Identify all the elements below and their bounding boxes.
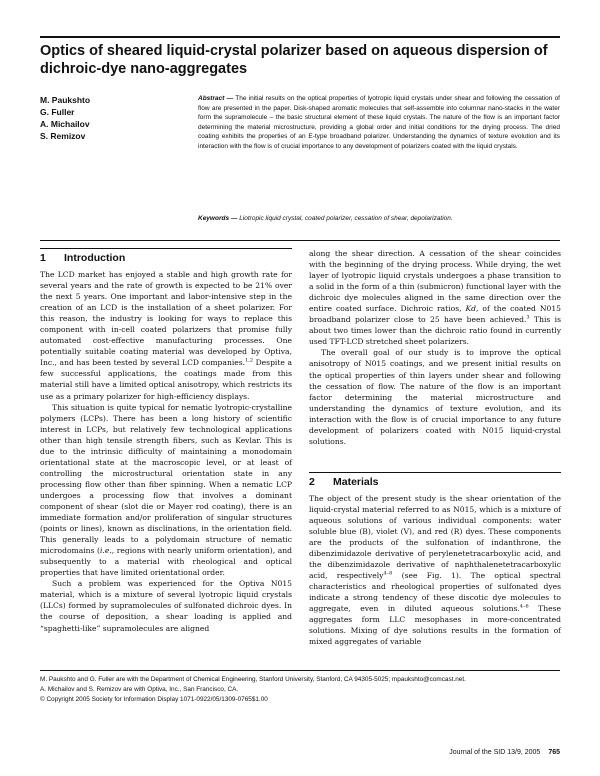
author: S. Remizov [40, 131, 86, 141]
page-number: 765 [548, 749, 560, 756]
section-1-heading [40, 248, 292, 265]
header-rule [40, 240, 560, 241]
footnotes [40, 675, 560, 706]
author: M. Paukshto [40, 95, 91, 105]
paragraph [309, 248, 561, 347]
text-run: along the shear direction. A cessation of the shear coincides with the beginning of the drying process. While drying, the wet layer of lyotropic liquid crystals undergoes a phase transition to a solid in the form of a thin (submicron) functional layer with the dichroic dye molecules aligned in the same direction over the entire coated surface. Dichroic ratios, [309, 249, 561, 314]
text-run: (see Fig. 1). The optical spectral characteristics and rheological properties of sulfonated dyes indicate a strong tendency of these discotic dye molecules to aggregate, even in diluted aqueous solutions. [309, 571, 561, 614]
author: G. Fuller [40, 107, 75, 117]
running-footer [330, 748, 560, 758]
text-run: Kd [465, 304, 477, 314]
paragraph [40, 402, 292, 579]
abstract-label: Abstract — [198, 95, 234, 102]
citation: 4–6 [519, 603, 529, 610]
text-run: This situation is quite typical for nematic lyotropic-crystalline polymers (LCPs). There has been a long history of scientific interest in LCPs, but relatively few technological applications other than high tensile strength fibers, such as Kevlar. This is due to the intrinsic difficulty of maintaining a monodomain orientational state at the macroscopic level, or at least of controlling the microstructural orientation state in any processing flow other than fiber spinning. When a nematic LCP undergoes a processing flow that involves a dominant component of shear (slot die or Mayer rod coating), there is an immediate formation and/or proliferation of singular structures (points or lines), known as disclinations, in the orientation field. This generally leads to a polydomain structure of nematic microdomains ( [40, 402, 292, 556]
text-run: These aggregates form LLC mesophases in more-concentrated solutions. Mixing of dye solutions results in the formation of mixed aggregates of variable [309, 604, 561, 647]
text-run: , of the coated N015 broadband polarizer close to 25 have been achieved. [309, 304, 561, 325]
section-2-heading [309, 472, 561, 489]
footnote-affiliation: A. Michailov and S. Remizov are with Optiva, Inc., San Francisco, CA. [40, 686, 239, 694]
author-list [40, 94, 190, 142]
top-rule [40, 36, 560, 38]
section-title: Materials [333, 475, 379, 488]
left-column [40, 248, 292, 634]
text-run: Despite a few successful applications, the coatings made from this material still have a limited optical anisotropy, which restricts its use as a primary polarizer for high-efficiency displays. [40, 358, 293, 401]
citation: 3 [526, 314, 530, 321]
text-run: This is about two times lower than the dichroic ratio found in currently used TFT-LCD stretched sheet polarizers. [309, 315, 561, 347]
section-title: Introduction [64, 252, 126, 264]
footnote-rule [40, 670, 560, 671]
abstract [198, 94, 560, 152]
section-number: 1 [40, 252, 46, 264]
paragraph [40, 269, 292, 402]
text-run: i.e. [99, 546, 112, 556]
keywords [198, 214, 560, 224]
abstract-text: The initial results on the optical properties of lyotropic liquid crystals under shear and following the cessation of flow are presented in the paper. Disk-shaped aromatic molecules that self-assemble into columnar nano-stacks in the water form the supramolecule – the basic structural element of these liquid crystals. The nature of the flow is an important factor determining the material microstructure, providing a global order and initial conditions for the drying process. The dried coating exhibits the properties of an E-type broadband polarizer. Understanding the dynamics of texture evolution and its interaction with the flow is of crucial importance to any development of polarizers coated with the liquid crystals. [198, 95, 560, 150]
footnote-affiliation: M. Paukshto and G. Fuller are with the Department of Chemical Engineering, Stanford University, Stanford, CA 94305-5025; mpaukshto@comcast.net. [40, 676, 466, 683]
text-run: , regions with nearly uniform orientation), and subsequently to a material with rheological and optical properties that have limited orientational order. [40, 546, 292, 578]
paper-title: Optics of sheared liquid-crystal polarizer based on aqueous dispersion of dichroic-dye nano-aggregates [40, 43, 548, 77]
keywords-text: Liotropic liquid crystal, coated polarizer, cessation of shear, depolarization. [239, 215, 453, 222]
journal-citation: Journal of the SID 13/9, 2005 [449, 749, 541, 756]
paragraph: Such a problem was experienced for the Optiva N015 material, which is a mixture of several lyotropic liquid crystals (LLCs) formed by supramolecules of sulfonated dichroic dyes. In the course of deposition, a shear loading is applied and “spaghetti-like” supramolecules are aligned [40, 579, 292, 633]
section-number: 2 [309, 475, 315, 488]
text-run: The object of the present study is the shear orientation of the liquid-crystal material referred to as N015, which is a mixture of aqueous solutions of various individual components: water soluble blue (B), violet (V), and red (R) dyes. These components are the products of the sulfonation of indanthrone, the dibenzimidazole derivative of perylenetetracarboxylic acid, and the dibenzimidazole derivative of naphthalenetetracarboxylic acid, respectively [309, 493, 561, 581]
text-run: The LCD market has enjoyed a stable and high growth rate for several years and the rate of growth is expected to be 21% over the next 5 years. One important and labor-intensive step in the creation of an LCD is the installation of a sheet polarizer. For this reason, the industry is looking for ways to replace this component with in-cell coated polarizers that promise fully automated cost-effective manufacturing processes. One potentially suitable coating material was developed by Optiva, Inc., and has been tested by several LCD companies. [40, 270, 292, 368]
copyright-line: © Copyright 2005 Society for Information Display 1071-0922/05/1309-0765$1.00 [40, 696, 268, 704]
citation: 1,2 [245, 357, 254, 364]
right-column [309, 248, 561, 648]
paragraph: The overall goal of our study is to improve the optical anisotropy of N015 coatings, and we present initial results on the optical properties of thin layers under shear and following the cessation of flow. The nature of the flow is an important factor determining the material microstructure and understanding the dynamics of texture evolution, and its interaction with the flow is of crucial importance to any future development of polarizers coated with N015 liquid-crystal solutions. [309, 348, 561, 446]
author: A. Michailov [40, 119, 90, 129]
citation: 4–8 [383, 570, 393, 577]
keywords-label: Keywords — [198, 215, 238, 222]
paragraph [309, 493, 561, 648]
section-2 [309, 472, 561, 648]
